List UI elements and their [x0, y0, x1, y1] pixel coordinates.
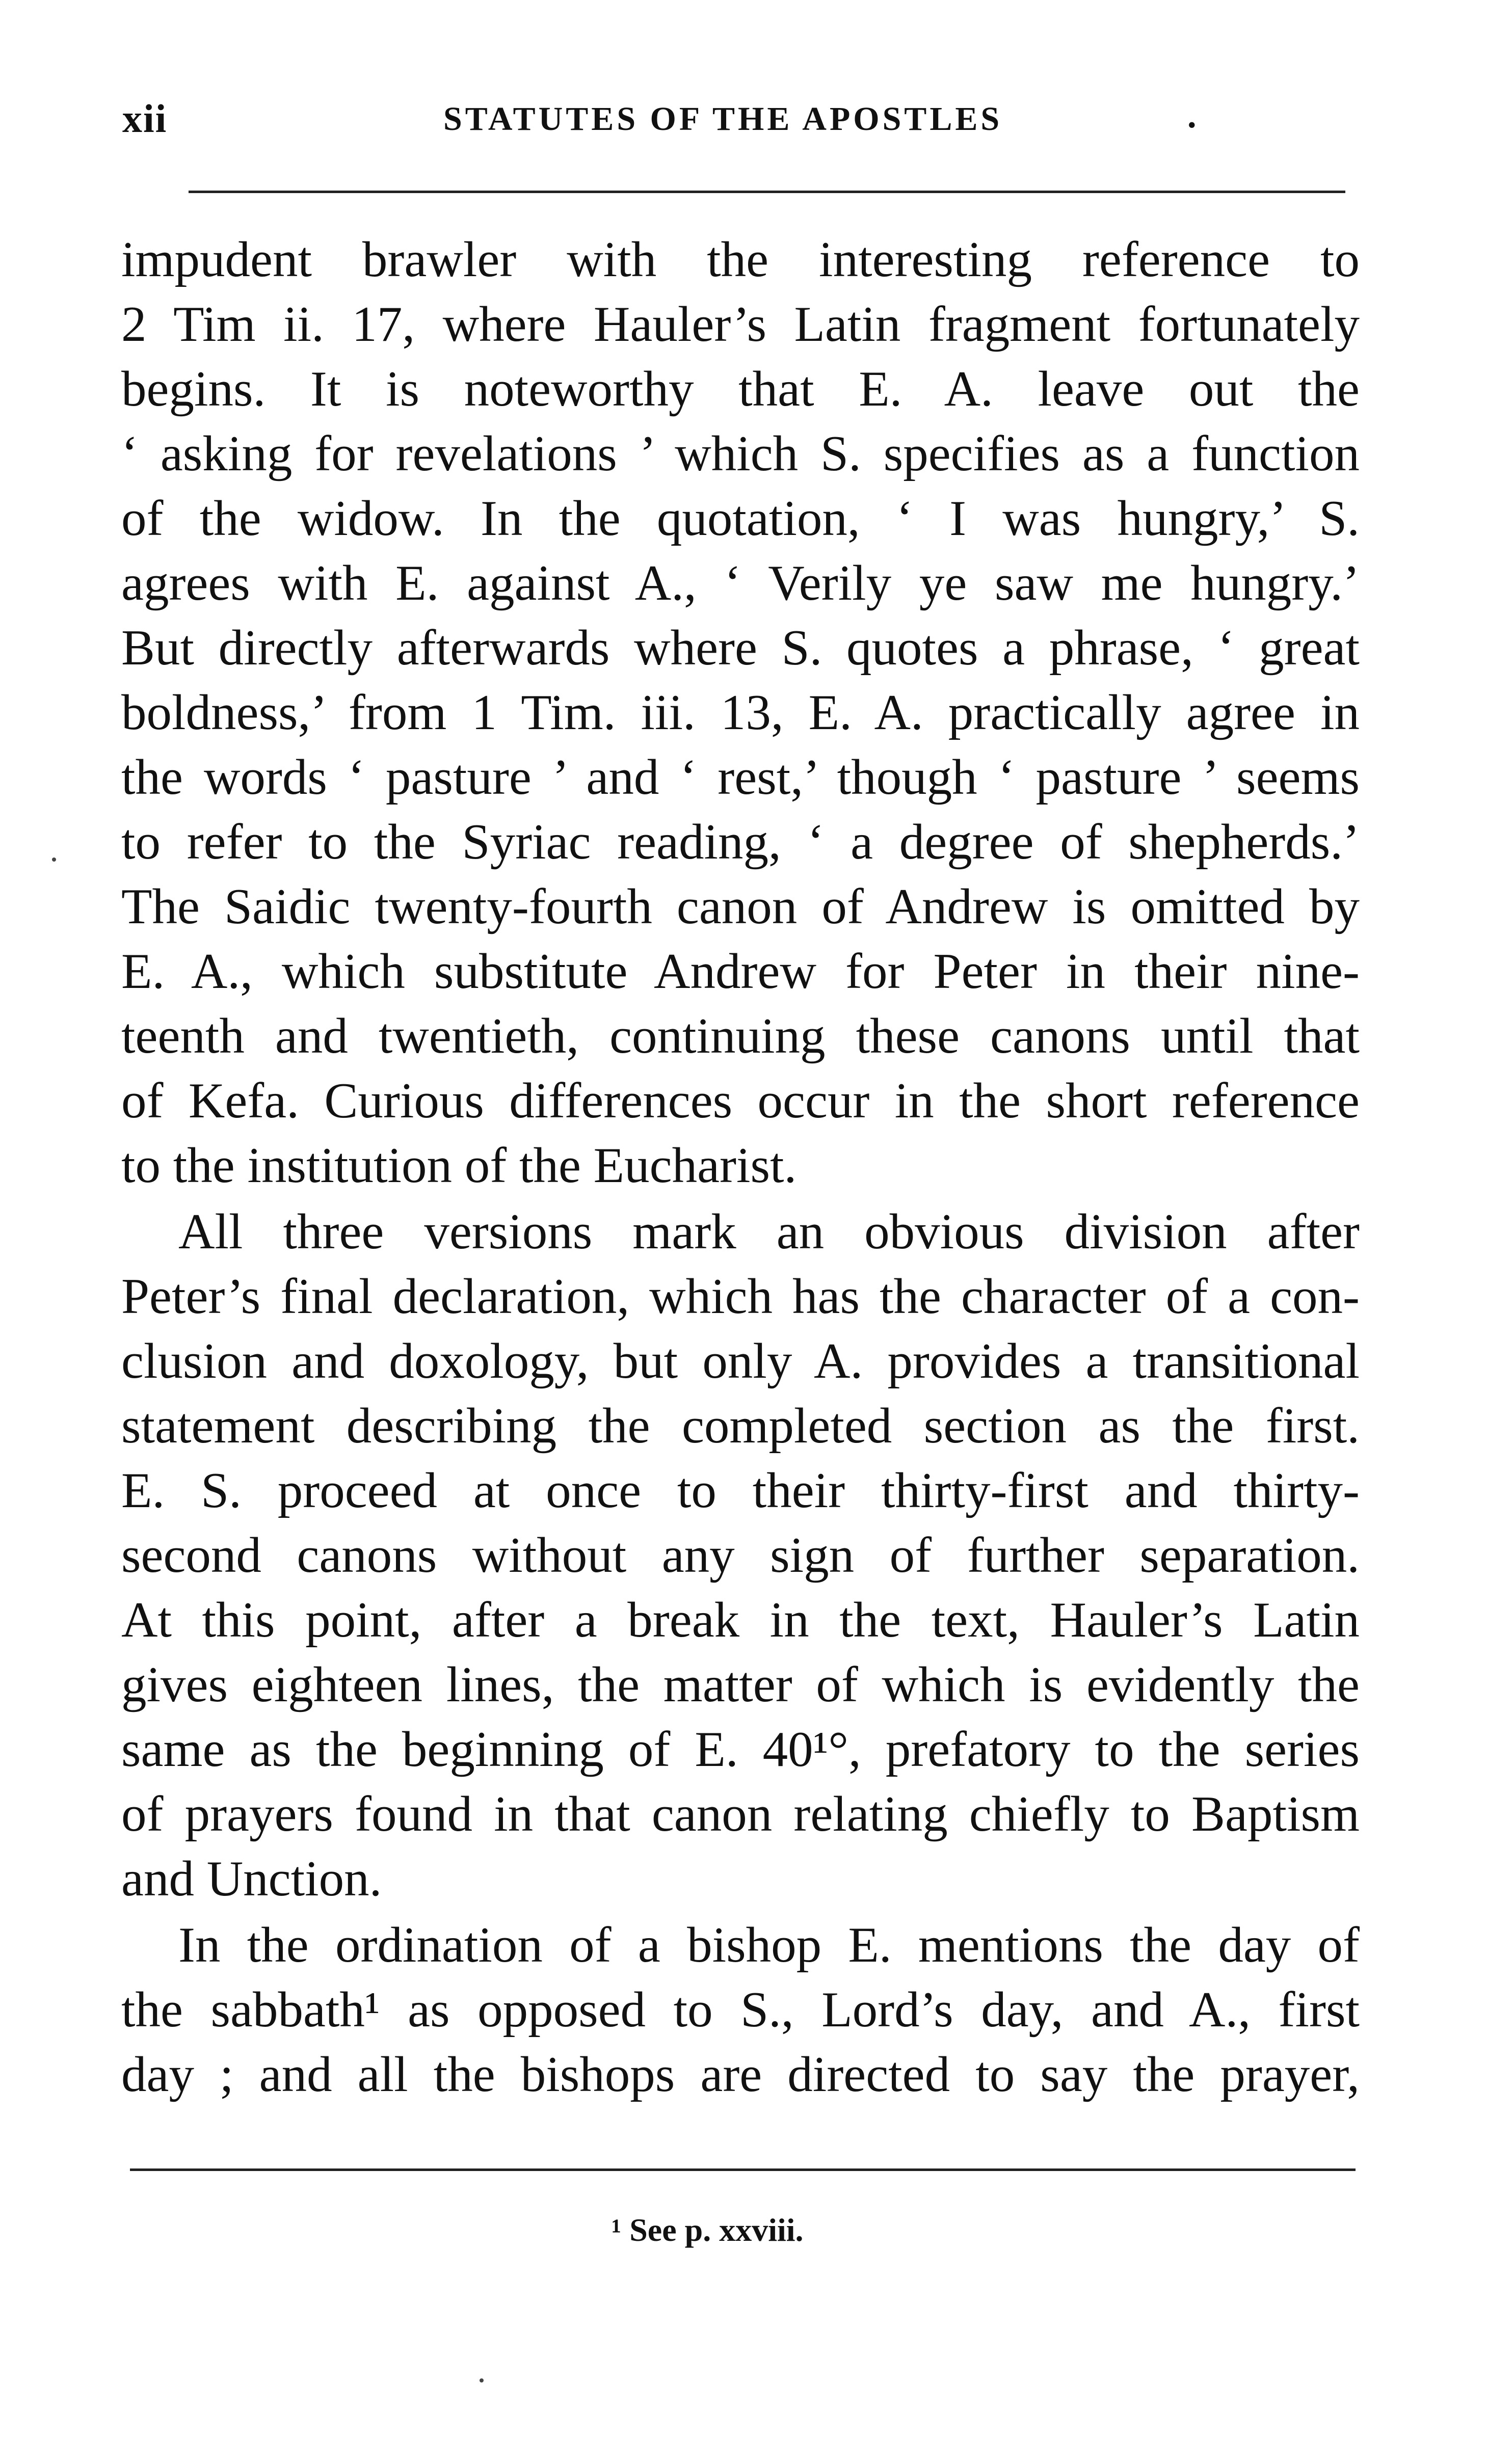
text-line: gives eighteen lines, the matter of which is evidently the [121, 1657, 1360, 1712]
text-line: E. A., which substitute Andrew for Peter in their nine- [121, 944, 1360, 999]
paragraph [121, 1913, 1360, 2107]
text-line: the sabbath¹ as opposed to S., Lord’s day, and A., first [121, 1982, 1360, 2038]
text-line: impudent brawler with the interesting reference to [121, 232, 1360, 287]
text-line: In the ordination of a bishop E. mentions the day of [178, 1917, 1360, 1973]
text-line: and Unction. [121, 1851, 382, 1907]
text-line: All three versions mark an obvious division after [178, 1204, 1360, 1260]
speck-mark [480, 2378, 484, 2382]
text-line: begins. It is noteworthy that E. A. leave out the [121, 361, 1360, 417]
page-number: xii [122, 96, 168, 141]
paragraph [121, 227, 1360, 1198]
text-line: 2 Tim ii. 17, where Hauler’s Latin fragment fortunately [121, 297, 1360, 352]
text-line: statement describing the completed section as the first. [121, 1398, 1360, 1454]
text-line: At this point, after a break in the text, Hauler’s Latin [121, 1592, 1360, 1648]
text-line: to refer to the Syriac reading, ‘ a degree of shepherds.’ [121, 814, 1360, 870]
text-line: But directly afterwards where S. quotes a phrase, ‘ great [121, 620, 1360, 676]
body-text [121, 227, 1360, 2107]
text-line: to the institution of the Eucharist. [121, 1138, 797, 1193]
text-line: agrees with E. against A., ‘ Verily ye saw me hungry.’ [121, 555, 1360, 611]
text-line: ‘ asking for revelations ’ which S. specifies as a function [121, 426, 1360, 481]
header-mark: . [1187, 96, 1197, 136]
text-line: of Kefa. Curious differences occur in the short reference [121, 1073, 1360, 1129]
header-rule [189, 191, 1345, 193]
text-line: the words ‘ pasture ’ and ‘ rest,’ though ‘ pasture ’ seems [121, 749, 1360, 805]
text-line: E. S. proceed at once to their thirty-first and thirty- [121, 1463, 1360, 1518]
text-line: of prayers found in that canon relating chiefly to Baptism [121, 1786, 1360, 1842]
text-line: clusion and doxology, but only A. provides a transitional [121, 1333, 1360, 1389]
text-line: same as the beginning of E. 40¹°, prefatory to the series [121, 1722, 1360, 1777]
running-title: STATUTES OF THE APOSTLES [443, 100, 1003, 138]
footnote-rule [130, 2168, 1356, 2171]
text-line: day ; and all the bishops are directed to say the prayer, [121, 2047, 1360, 2102]
footnote: ¹ See p. xxviii. [612, 2212, 804, 2248]
text-line: Peter’s final declaration, which has the character of a con- [121, 1269, 1360, 1324]
page-header [122, 96, 1356, 152]
text-line: boldness,’ from 1 Tim. iii. 13, E. A. practically agree in [121, 685, 1360, 740]
text-line: of the widow. In the quotation, ‘ I was hungry,’ S. [121, 491, 1360, 546]
speck-mark [52, 858, 56, 862]
text-line: The Saidic twenty-fourth canon of Andrew is omitted by [121, 879, 1360, 934]
text-line: second canons without any sign of further separation. [121, 1528, 1360, 1583]
text-line: teenth and twentieth, continuing these canons until that [121, 1008, 1360, 1064]
paragraph [121, 1199, 1360, 1911]
